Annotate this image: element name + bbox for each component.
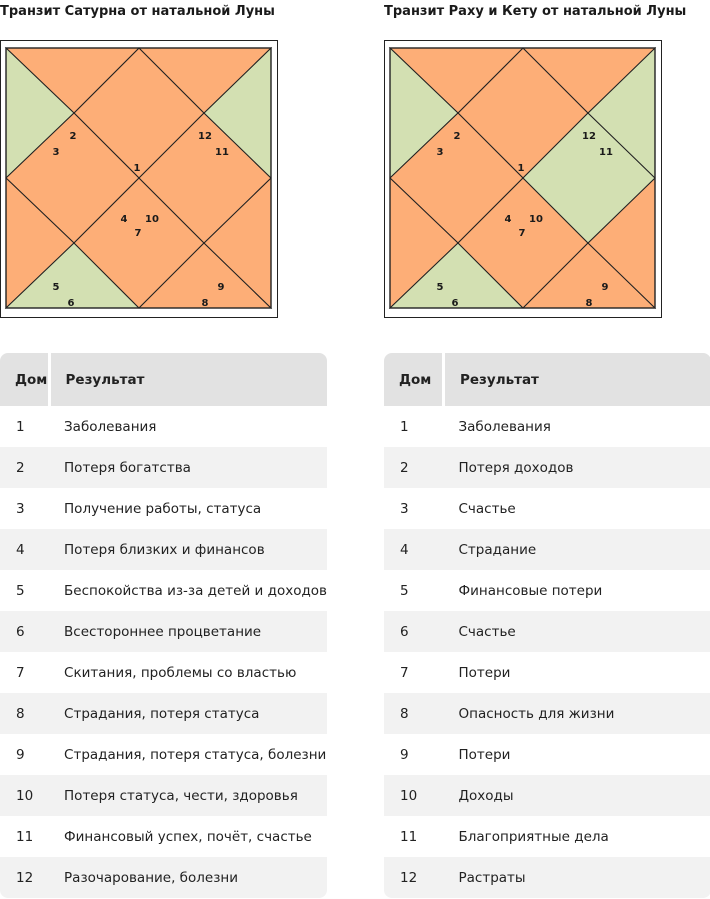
- house-12-label: 12: [582, 131, 596, 142]
- result-cell: Всестороннее процветание: [49, 611, 327, 652]
- house-number-cell: 2: [0, 447, 49, 488]
- house-3-label: 3: [52, 147, 60, 158]
- header-result: Результат: [49, 353, 327, 406]
- table-row: [0, 775, 327, 816]
- house-number-cell: 10: [384, 775, 444, 816]
- result-cell: Растраты: [444, 857, 710, 898]
- house-9-label: 9: [217, 282, 225, 293]
- house-number-cell: 6: [0, 611, 49, 652]
- house-number-cell: 5: [400, 582, 409, 599]
- table-row: [384, 734, 710, 775]
- house-number-cell: 9: [16, 746, 25, 763]
- right-house-chart: [384, 40, 662, 318]
- left-house-chart: [0, 40, 278, 318]
- house-number-cell: 3: [16, 500, 25, 517]
- result-cell: Счастье: [444, 611, 710, 652]
- left-chart-svg: [0, 40, 278, 318]
- house-number-cell: 8: [384, 693, 444, 734]
- house-number-cell: 3: [400, 500, 409, 517]
- house-number-cell: 12: [0, 857, 49, 898]
- result-cell: Страдания, потеря статуса, болезни: [64, 746, 327, 763]
- result-cell: Доходы: [444, 775, 710, 816]
- left-chart-title: Транзит Сатурна от натальной Луны: [0, 4, 275, 19]
- table-header-row: [384, 353, 710, 406]
- table-row: [0, 406, 327, 447]
- result-cell: Заболевания: [458, 418, 551, 435]
- result-cell: Получение работы, статуса: [64, 500, 262, 517]
- table-row: [0, 652, 327, 693]
- house-number-cell: 5: [16, 582, 25, 599]
- result-cell: Беспокойства из-за детей и доходов: [64, 582, 327, 599]
- house-number-cell: 11: [16, 828, 34, 845]
- result-cell: Потеря доходов: [444, 447, 710, 488]
- house-number-cell: 6: [384, 611, 444, 652]
- house-4-label: 4: [120, 214, 128, 225]
- house-7-label: 7: [518, 228, 526, 239]
- house-5-label: 5: [52, 282, 60, 293]
- house-1-label: 1: [133, 163, 141, 174]
- table-row: [384, 529, 710, 570]
- right-results-table: [384, 353, 710, 898]
- table-row: [384, 775, 710, 816]
- house-number-cell: 11: [400, 828, 418, 845]
- house-11-label: 11: [215, 147, 229, 158]
- table-row: [0, 734, 327, 775]
- house-number-cell: 1: [400, 418, 409, 435]
- house-number-cell: 8: [0, 693, 49, 734]
- result-cell: Потеря статуса, чести, здоровья: [49, 775, 327, 816]
- right-chart-svg: [384, 40, 662, 318]
- house-2-label: 2: [69, 131, 77, 142]
- house-number-cell: 1: [16, 418, 25, 435]
- table-row: [0, 857, 327, 898]
- table-row: [384, 857, 710, 898]
- house-9-label: 9: [601, 282, 609, 293]
- result-cell: Потери: [458, 746, 511, 763]
- result-cell: Страдание: [444, 529, 710, 570]
- result-cell: Опасность для жизни: [444, 693, 710, 734]
- house-number-cell: 12: [384, 857, 444, 898]
- right-chart-title: Транзит Раху и Кету от натальной Луны: [384, 4, 687, 19]
- house-number-cell: 4: [384, 529, 444, 570]
- left-results-table: [0, 353, 327, 898]
- result-cell: Потеря близких и финансов: [49, 529, 327, 570]
- house-4-label: 4: [504, 214, 512, 225]
- table-row: [384, 406, 710, 447]
- house-number-cell: 9: [400, 746, 409, 763]
- house-6-label: 6: [451, 298, 459, 309]
- table-header-row: [0, 353, 327, 406]
- table-row: [384, 447, 710, 488]
- table-row: [0, 693, 327, 734]
- house-number-cell: 2: [384, 447, 444, 488]
- table-row: [384, 693, 710, 734]
- house-10-label: 10: [145, 214, 159, 225]
- house-6-label: 6: [67, 298, 75, 309]
- table-row: [0, 570, 327, 611]
- table-row: [384, 570, 710, 611]
- house-number-cell: 7: [400, 664, 409, 681]
- house-8-label: 8: [585, 298, 593, 309]
- table-row: [384, 611, 710, 652]
- house-number-cell: 7: [16, 664, 25, 681]
- house-5-label: 5: [436, 282, 444, 293]
- table-row: [0, 447, 327, 488]
- result-cell: Заболевания: [64, 418, 157, 435]
- result-cell: Счастье: [458, 500, 516, 517]
- header-house: Дом: [384, 353, 444, 406]
- house-10-label: 10: [529, 214, 543, 225]
- header-house: Дом: [0, 353, 49, 406]
- table-row: [384, 816, 710, 857]
- house-7-label: 7: [134, 228, 142, 239]
- house-2-label: 2: [453, 131, 461, 142]
- result-cell: Финансовый успех, почёт, счастье: [64, 828, 312, 845]
- house-11-label: 11: [599, 147, 613, 158]
- result-cell: Страдания, потеря статуса: [49, 693, 327, 734]
- table-row: [0, 488, 327, 529]
- result-cell: Скитания, проблемы со властью: [64, 664, 297, 681]
- result-cell: Разочарование, болезни: [49, 857, 327, 898]
- result-cell: Потери: [458, 664, 511, 681]
- house-3-label: 3: [436, 147, 444, 158]
- table-row: [0, 816, 327, 857]
- house-number-cell: 4: [0, 529, 49, 570]
- table-row: [0, 529, 327, 570]
- house-1-label: 1: [517, 163, 525, 174]
- table-row: [384, 488, 710, 529]
- house-12-label: 12: [198, 131, 212, 142]
- house-8-label: 8: [201, 298, 209, 309]
- result-cell: Потеря богатства: [49, 447, 327, 488]
- result-cell: Благоприятные дела: [458, 828, 609, 845]
- table-row: [384, 652, 710, 693]
- header-result: Результат: [444, 353, 710, 406]
- house-number-cell: 10: [0, 775, 49, 816]
- result-cell: Финансовые потери: [458, 582, 603, 599]
- table-row: [0, 611, 327, 652]
